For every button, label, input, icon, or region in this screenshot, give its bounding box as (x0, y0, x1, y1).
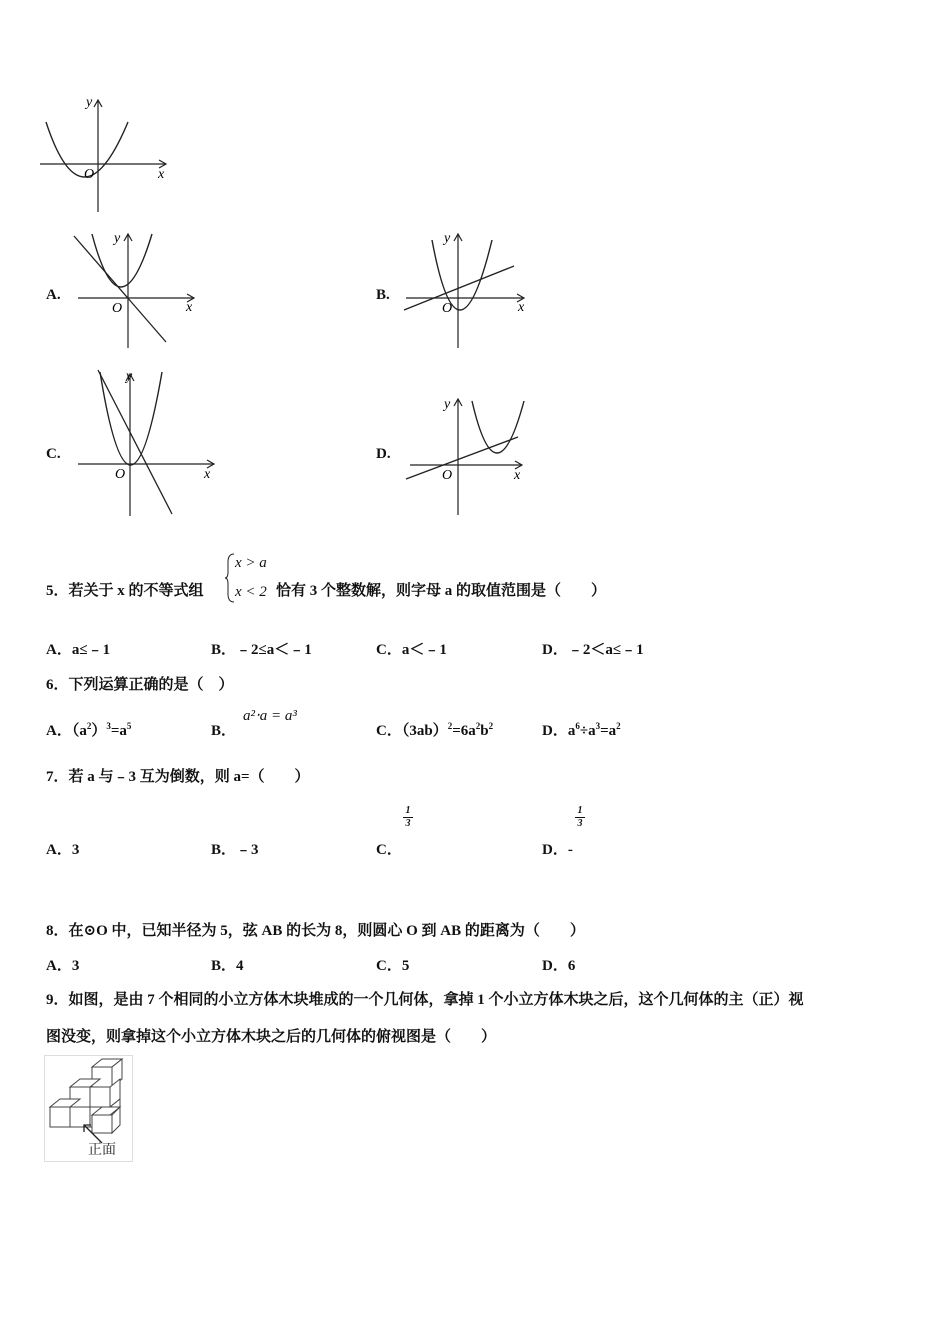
q5-option-a[interactable]: A．a≤﹣1 (46, 642, 111, 658)
q4-option-c-graph (70, 368, 220, 518)
q9-cube-stack-figure (44, 1055, 134, 1163)
x-axis-label: x (158, 167, 165, 182)
y-axis-label: y (444, 397, 451, 412)
q4-option-d-label[interactable]: D. (376, 446, 391, 462)
parabola-curve (432, 240, 492, 310)
q5-system-line2: x < 2 (235, 584, 267, 600)
x-axis-label: x (514, 468, 521, 483)
q5-stem-prefix: 5．若关于 x 的不等式组 (46, 583, 204, 599)
q4-option-b-graph (400, 230, 535, 350)
q5-stem-suffix: 恰有 3 个整数解，则字母 a 的取值范围是（ ） (276, 583, 607, 599)
q4-option-b-label[interactable]: B. (376, 287, 390, 303)
q4-option-a-graph (70, 230, 200, 350)
q9-stem-line2: 图没变，则拿掉这个小立方体木块之后的几何体的俯视图是（ ） (46, 1029, 497, 1045)
q6-option-a[interactable]: A．$(a^2)^3=a^5$ (46, 721, 132, 739)
line-graph (404, 266, 514, 310)
q6-stem: 6．下列运算正确的是（ ） (46, 677, 234, 693)
y-axis-label: y (126, 369, 133, 384)
q8-option-a[interactable]: A．3 (46, 958, 80, 974)
q4-option-c-label[interactable]: C. (46, 446, 61, 462)
q7-option-d-fraction: 1 3 (575, 806, 585, 829)
q6-option-b-label[interactable]: B． (211, 723, 237, 739)
q6-option-c[interactable]: C．$(3ab)^2=6a^2b^2$ (376, 721, 494, 739)
q5-option-d[interactable]: D．﹣2＜a≤﹣1 (542, 642, 644, 658)
q4-option-d-graph (400, 395, 535, 517)
x-axis-label: x (518, 300, 525, 315)
line-graph (406, 437, 518, 479)
q8-option-b[interactable]: B．4 (211, 958, 244, 974)
origin-label: O (84, 167, 95, 182)
q6-option-d[interactable]: D．$a^6\div a^3=a^2$ (542, 721, 621, 739)
x-axis-label: x (186, 300, 193, 315)
q8-option-d[interactable]: D．6 (542, 958, 576, 974)
q7-option-c[interactable]: C． (376, 842, 402, 858)
q4-option-a-label[interactable]: A. (46, 287, 61, 303)
origin-label: O (442, 468, 453, 483)
top-parabola-graph (40, 92, 180, 217)
q7-option-c-fraction: 1 3 (403, 806, 413, 829)
line-graph (74, 236, 166, 342)
y-axis-label: y (86, 95, 93, 110)
q6-option-b-formula: a²⋅a = a³ (243, 708, 297, 724)
x-axis-label: x (204, 467, 211, 482)
q7-option-a[interactable]: A．3 (46, 842, 80, 858)
q9-stem-line1: 9．如图，是由 7 个相同的小立方体木块堆成的一个几何体，拿掉 1 个小立方体木块之后，这个几何体的主（正）视 (46, 992, 804, 1008)
origin-label: O (115, 467, 126, 482)
q7-stem: 7．若 a 与﹣3 互为倒数，则 a=（ ） (46, 769, 310, 785)
q8-stem: 8．在⊙O 中，已知半径为 5，弦 AB 的长为 8，则圆心 O 到 AB 的距离为（ ） (46, 923, 585, 939)
parabola-curve (472, 401, 524, 453)
q9-figure-label: 正面 (88, 1143, 116, 1158)
q7-option-d[interactable]: D．- (542, 842, 573, 858)
line-graph (98, 370, 172, 514)
origin-label: O (112, 301, 123, 316)
q5-option-c[interactable]: C．a＜﹣1 (376, 642, 447, 658)
parabola-curve (92, 234, 152, 287)
origin-label: O (442, 301, 453, 316)
q5-system-line1: x > a (235, 555, 267, 571)
y-axis-label: y (444, 231, 451, 246)
q5-option-b[interactable]: B．﹣2≤a＜﹣1 (211, 642, 312, 658)
q7-option-b[interactable]: B．﹣3 (211, 842, 259, 858)
q8-option-c[interactable]: C．5 (376, 958, 410, 974)
y-axis-label: y (114, 231, 121, 246)
parabola-curve (100, 372, 162, 465)
